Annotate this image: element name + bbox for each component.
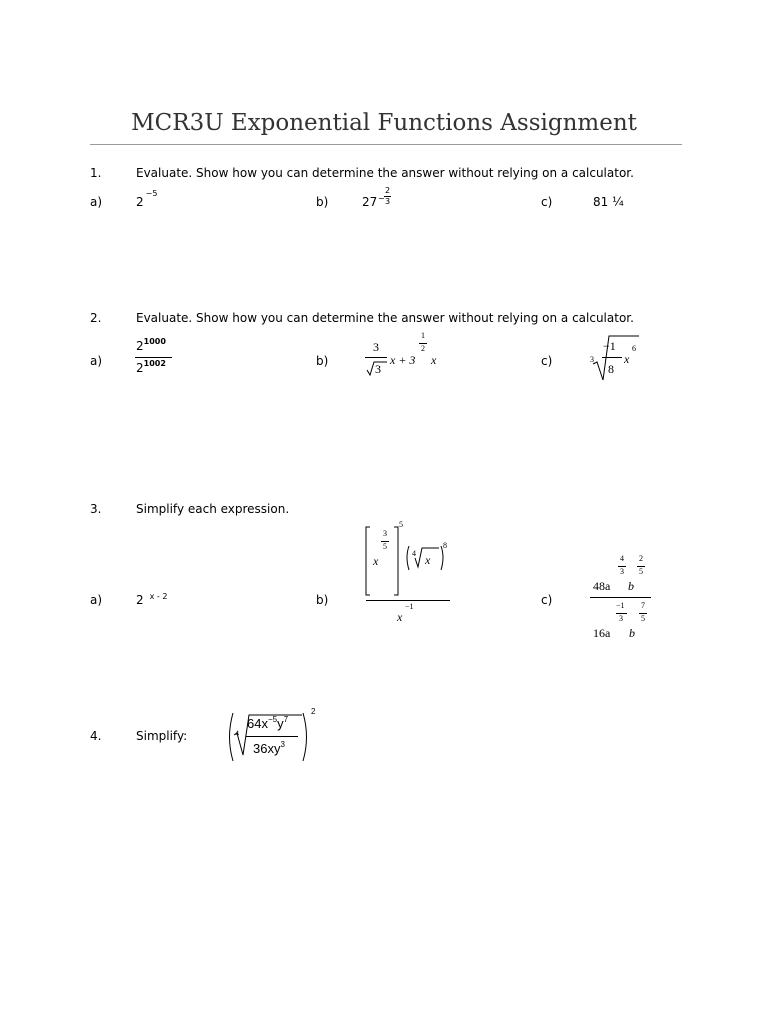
- question-3b-label: b): [316, 593, 329, 607]
- q3b-root-exp: 8: [443, 541, 447, 550]
- q4-numerator: [247, 716, 288, 731]
- question-4-prompt: Simplify:: [136, 729, 188, 743]
- q2a-fraction-bar: [135, 357, 172, 358]
- question-3-number: 3.: [90, 502, 102, 516]
- q4-root-index: 4: [235, 729, 239, 738]
- q2a-denominator: [136, 361, 166, 375]
- q1b-base: 27: [362, 195, 378, 209]
- q3b-outer-exp: 5: [399, 520, 403, 529]
- q2a-den-base: 2: [136, 361, 144, 375]
- q2c-inner-num: −1: [603, 339, 616, 353]
- q3b-root-index: 4: [412, 549, 416, 558]
- q2a-den-exp: 1002: [143, 359, 166, 368]
- q3b-inner-exp-num: 3: [383, 529, 387, 538]
- q2b-exp-den: 2: [421, 344, 425, 353]
- q2b-exp-num: 1: [421, 331, 425, 340]
- q3b-var: x: [373, 554, 379, 568]
- q4-den-exp: 3: [280, 740, 285, 749]
- question-1c-label: c): [541, 195, 553, 209]
- q3a-base: 2: [136, 593, 144, 607]
- q3b-den-var: x: [397, 610, 403, 624]
- q2a-num-exp: 1000: [143, 337, 166, 346]
- q3c-num-coef: 48a: [593, 579, 611, 593]
- title-divider: [90, 144, 682, 145]
- q4-num-x-exp: −5: [267, 715, 278, 724]
- page-title: MCR3U Exponential Functions Assignment: [131, 110, 637, 136]
- q2c-fraction-bar: [602, 357, 622, 358]
- q2a-num-base: 2: [136, 339, 144, 353]
- q4-outer-exp: 2: [311, 707, 316, 716]
- q3c-num-b-exp-num: 2: [639, 554, 643, 563]
- question-1-number: 1.: [90, 166, 102, 180]
- q4-den-base: 36xy: [253, 741, 281, 756]
- q3c-den-a-exp-den: 3: [619, 614, 623, 623]
- q2c-var: x: [624, 352, 630, 366]
- q3c-num-a-exp-num: 4: [620, 554, 624, 563]
- question-2a-label: a): [90, 354, 103, 368]
- question-1b-label: b): [316, 195, 329, 209]
- question-1-prompt: Evaluate. Show how you can determine the answer without relying on a calculator.: [136, 166, 634, 180]
- question-2c-label: c): [541, 354, 553, 368]
- q3b-den-exp: −1: [405, 602, 414, 611]
- q4-num-base: 64x: [247, 716, 268, 731]
- q3c-den-coef: 16a: [593, 626, 611, 640]
- q2b-tail: x: [431, 353, 437, 367]
- q1b-exp-num: 2: [385, 186, 391, 195]
- q1b-exp-den: 3: [385, 197, 391, 206]
- q3c-den-a-exp-num: −1: [616, 601, 625, 610]
- q3b-radicand: x: [425, 553, 431, 567]
- q1a-exponent: −5: [145, 189, 158, 198]
- q3c-den-b-exp-den: 5: [641, 614, 645, 623]
- q3c-num-b: b: [628, 579, 634, 593]
- q3b-inner-exp-den: 5: [383, 542, 387, 551]
- question-3a-expression: [136, 592, 168, 607]
- question-3c-label: c): [541, 593, 553, 607]
- q1a-base: 2: [136, 195, 144, 209]
- question-2-prompt: Evaluate. Show how you can determine the answer without relying on a calculator.: [136, 311, 634, 325]
- q4-fraction-bar: [246, 736, 298, 737]
- q1b-exp-sign: −: [378, 194, 385, 203]
- q2b-frac-num: 3: [373, 340, 379, 354]
- q4-num-y: y: [277, 716, 284, 731]
- question-1a-expression: [136, 189, 158, 209]
- q3c-den-b-exp-num: 7: [641, 601, 645, 610]
- q3c-den-b: b: [629, 626, 635, 640]
- q3b-fraction-bar: [366, 600, 450, 601]
- q2c-inner-den: 8: [608, 362, 614, 376]
- question-1b-expression: [362, 195, 377, 209]
- question-1c-expression: 81 ¼: [593, 195, 624, 209]
- question-2-number: 2.: [90, 311, 102, 325]
- q4-num-y-exp: 7: [283, 715, 289, 724]
- q4-denominator: [253, 741, 285, 756]
- q3c-fraction-bar: [590, 597, 651, 598]
- question-4-number: 4.: [90, 729, 102, 743]
- q2c-var-exp: 6: [632, 344, 636, 353]
- question-3-prompt: Simplify each expression.: [136, 502, 290, 516]
- question-1a-label: a): [90, 195, 103, 209]
- question-2b-label: b): [316, 354, 329, 368]
- q2b-fraction-bar: [365, 357, 387, 358]
- q2a-numerator: [136, 339, 166, 353]
- q3c-num-a-exp-den: 3: [620, 567, 624, 576]
- q3c-num-b-exp-den: 5: [639, 567, 643, 576]
- q2b-mid: x + 3: [390, 353, 416, 367]
- question-3a-label: a): [90, 593, 103, 607]
- q2c-radical-icon: [593, 334, 641, 384]
- q3a-exponent: x - 2: [149, 592, 168, 601]
- q2c-root-index: 3: [590, 355, 594, 364]
- q2b-radicand: 3: [375, 362, 381, 376]
